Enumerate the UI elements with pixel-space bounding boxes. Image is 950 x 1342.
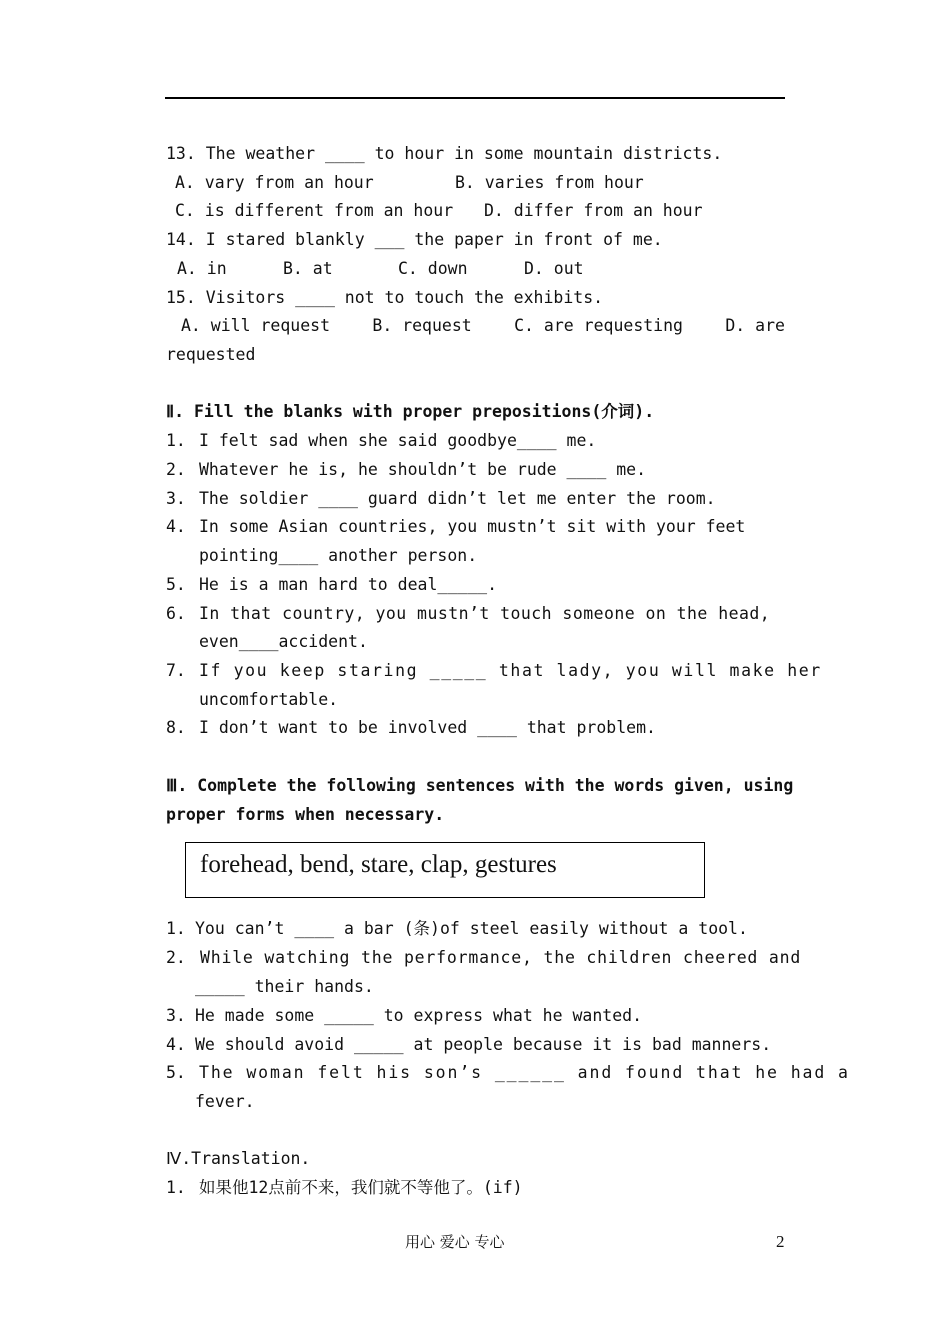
page-number: 2 [776,1232,785,1251]
question-13: 13. The weather ____ to hour in some mountain districts. [166,144,723,163]
section-4-heading: Ⅳ.Translation. [166,1149,311,1168]
s3-item-1-num: 1. [166,919,186,938]
s3-item-1-text: You can’t ____ a bar (条)of steel easily without a tool. [195,919,748,938]
s2-item-7-text: If you keep staring _____ that lady, you will make her [199,661,822,680]
s3-item-3-num: 3. [166,1006,186,1025]
s2-item-6-text: In that country, you mustn’t touch someone on the head, [199,604,771,623]
q15-option-d-continued: requested [166,345,256,364]
q15-option-d: D. are [725,316,785,335]
s3-item-5-num: 5. [166,1063,186,1082]
s2-item-6-num: 6. [166,604,186,623]
question-14: 14. I stared blankly ___ the paper in front of me. [166,230,663,249]
s3-item-5-cont: fever. [195,1092,255,1111]
s2-item-8-text: I don’t want to be involved ____ that problem. [199,718,656,737]
q15-option-c: C. are requesting [514,316,683,335]
s2-item-4-cont: pointing____ another person. [199,546,478,565]
s2-item-1-text: I felt sad when she said goodbye____ me. [199,431,597,450]
s2-item-5-num: 5. [166,575,186,594]
s2-item-4-words: In some Asian countries, you mustn’t sit with your feet [199,517,746,536]
s4-item-1-num: 1. [166,1178,186,1197]
s2-item-8-num: 8. [166,718,186,737]
q14-option-c: C. down [398,259,468,278]
q14-option-d: D. out [524,259,584,278]
q14-option-a: A. in [177,259,227,278]
q15-option-b: B. request [372,316,472,335]
s2-item-2-num: 2. [166,460,186,479]
s3-item-2-text: While watching the performance, the children cheered and [200,948,802,967]
s2-item-7-num: 7. [166,661,186,680]
s2-item-2-text: Whatever he is, he shouldn’t be rude ____ me. [199,460,647,479]
section-2-heading: Ⅱ. Fill the blanks with proper prepositions(介词). [166,402,655,421]
footer-text: 用心 爱心 专心 [405,1233,505,1251]
q15-option-a: A. will request [181,316,331,335]
header-rule [165,97,785,99]
s2-item-1-num: 1. [166,431,186,450]
q13-option-c: C. is different from an hour [175,201,454,220]
s2-item-7-cont: uncomfortable. [199,690,339,709]
s3-item-2-cont: _____ their hands. [195,977,374,996]
s3-item-4-text: We should avoid _____ at people because it is bad manners. [195,1035,772,1054]
s3-item-3-text: He made some _____ to express what he wanted. [195,1006,643,1025]
question-15: 15. Visitors ____ not to touch the exhibits. [166,288,604,307]
q15-options [181,315,785,337]
section-3-heading-line2: proper forms when necessary. [166,805,445,824]
s2-item-4-text [199,516,785,538]
s4-item-1-text: 如果他12点前不来，我们就不等他了。(if) [199,1178,523,1197]
q13-option-b: B. varies from hour [455,173,644,192]
s3-item-4-num: 4. [166,1035,186,1054]
s2-item-4-num: 4. [166,517,186,536]
section-3-heading-line1: Ⅲ. Complete the following sentences with the words given, using [166,776,794,795]
q13-option-d: D. differ from an hour [484,201,703,220]
s2-item-6-cont: even____accident. [199,632,368,651]
s2-item-5-text: He is a man hard to deal_____. [199,575,498,594]
s3-item-5-text: The woman felt his son’s ______ and found that he had a [199,1063,850,1082]
s3-item-2-num: 2. [166,948,186,967]
word-box: forehead, bend, stare, clap, gestures [185,842,705,898]
q13-option-a: A. vary from an hour [175,173,374,192]
q14-option-b: B. at [283,259,333,278]
s2-item-3-num: 3. [166,489,186,508]
s2-item-3-text: The soldier ____ guard didn’t let me enter the room. [199,489,716,508]
